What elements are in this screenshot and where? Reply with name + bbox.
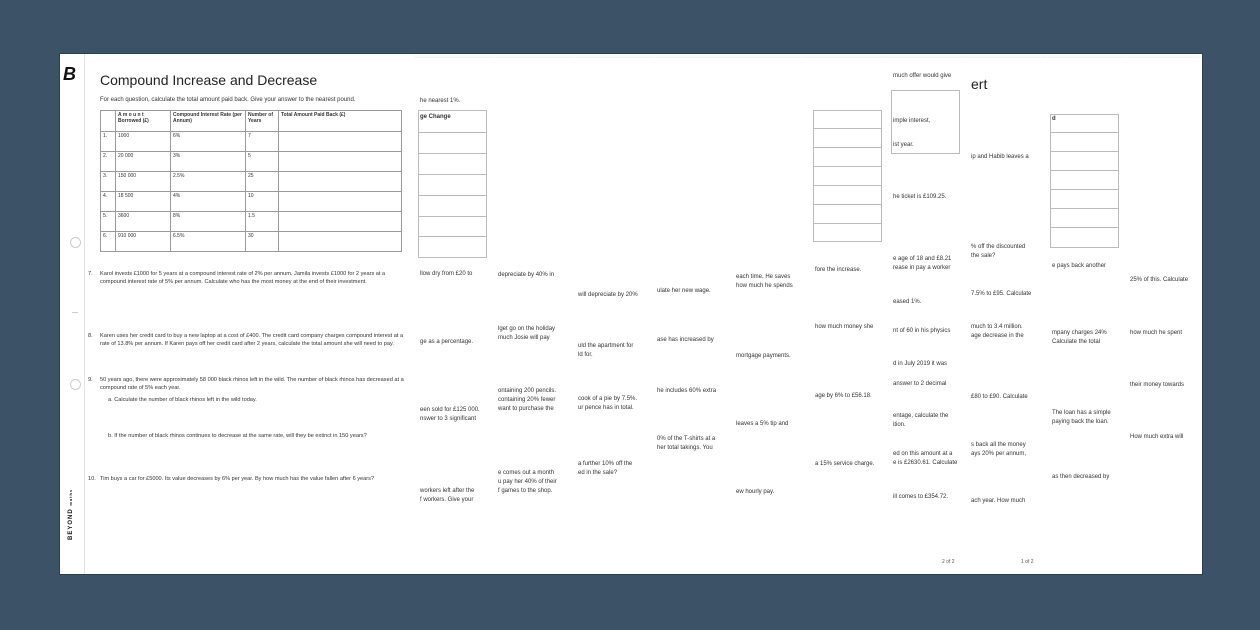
strip-text: ill comes to £354.72. [893,494,949,500]
answer-cell[interactable] [279,152,402,172]
strip-text: he ticket is £109.25. [893,194,947,200]
strip-text: ed in the sale? [578,470,618,476]
table-cell: 3% [171,152,246,172]
answer-cell[interactable] [279,212,402,232]
page-number: 2 of 2 [942,559,955,565]
table-row [101,132,402,152]
strip-text: ed on this amount at a [893,451,953,457]
strip-text: much Josie will pay [498,335,550,341]
strip-text: cook of a pie by 7.5%. [578,396,638,402]
strip-text: eased 1%. [893,299,922,305]
strip-text: much to 3.4 million. [971,324,1023,330]
page-strip [964,58,1047,574]
strip-text: nt of 60 in his physics [893,328,951,334]
strip-text: How much extra will [1130,434,1184,440]
strip-text: how much he spends [736,283,793,289]
strip-text: age decrease in the [971,333,1024,339]
instructions: For each question, calculate the total amount paid back. Give your answer to the nearest pound. [100,97,356,103]
page-number: 1 of 2 [1021,559,1034,565]
page-strip [729,58,810,574]
fold-mark [72,312,78,313]
strip-text: ist year. [893,142,914,148]
strip-text: entage, calculate the [893,413,949,419]
strip-text: workers left after the [420,488,475,494]
strip-text: mortgage payments. [736,353,791,359]
strip-text: the sale? [971,253,996,259]
table-row [101,232,402,252]
strip-text: will depreciate by 20% [578,292,638,298]
table-cell: 2.5% [171,172,246,192]
strip-text: how much he spent [1130,330,1183,336]
worksheet-preview [60,54,1202,574]
table-row [101,152,402,172]
table-cell: 1000 [116,132,171,152]
page-strip [808,58,888,574]
page-strip [1123,58,1202,574]
strip-text: each time. He saves [736,274,791,280]
strip-text: depreciate by 40% in [498,272,555,278]
strip-text: how much money she [815,324,874,330]
strip-header: ge Change [420,114,451,120]
answer-cell[interactable] [279,232,402,252]
table-cell: 1. [101,132,116,152]
strip-text: 0% of the T-shirts at a [657,436,716,442]
page-strip [491,58,573,574]
strip-text: llow dry from £20 to [420,271,473,277]
brand-logo: B [63,64,76,84]
strip-text: ontaining 200 pencils. [498,388,557,394]
question-7: 7. Karol invests £1000 for 5 years at a compound interest rate of 2% per annum. Jamila invests £1000 for 2 years at a compound interest rate of 5% per annum. Calculate who has the most money at the end of their investment. [88,271,386,285]
table-cell: 30 [246,232,279,252]
strip-text: as then decreased by [1052,474,1110,480]
strip-text: d in July 2019 it was [893,361,948,367]
strip-text: ur pence has in total. [578,405,634,411]
strip-text: ays 20% per annum, [971,451,1027,457]
page-strip [571,58,652,574]
table-cell: 18 500 [116,192,171,212]
table-cell: 1.5 [246,212,279,232]
strip-text: nswer to 3 significant [420,416,477,422]
worksheet-page [60,54,414,574]
strip-text: e pays back another [1052,263,1107,269]
table-cell: 10 [246,192,279,212]
table-header: Number of Years [246,111,279,132]
question-10: 10. Tim buys a car for £5000. Its value decreases by 6% per year. By how much has the value fallen after 6 years? [88,476,375,482]
strip-text: age by 6% to £56.18. [815,393,872,399]
strip-text: The loan has a simple [1052,410,1111,416]
table-header: A m o u n t Borrowed (£) [116,111,171,132]
table-cell: 20 000 [116,152,171,172]
table-cell: 8% [171,212,246,232]
strip-text: imple interest, [893,118,931,124]
strip-text: e is £2630.61. Calculate [893,460,958,466]
page-margin [60,54,85,574]
table-header: Total Amount Paid Back (£) [279,111,402,132]
table-cell: 5 [246,152,279,172]
page-strip: d e pays back another mpany charges 24% Calculate the total The loan has a simple paying back the loan. as then decreased by [1045,58,1125,574]
question-table [100,110,402,252]
strip-text: a 15% service charge. [815,461,875,467]
strip-text: fore the increase. [815,267,862,273]
table-cell: 150 000 [116,172,171,192]
strip-text: 7.5% to £95. Calculate [971,291,1032,297]
strip-text: f workers. Give your [420,497,474,503]
answer-cell[interactable] [279,132,402,152]
strip-text: u pay her 40% of their [498,479,557,485]
strip-text: % off the discounted [971,244,1026,250]
strip-text: their money towards [1130,382,1185,388]
page-strip [650,58,731,574]
strip-text: e age of 18 and £8.21 [893,256,952,262]
page-strip [886,58,966,574]
table-row [101,172,402,192]
page-title: Compound Increase and Decrease [100,72,318,88]
strip-text: he nearest 1%. [420,98,461,104]
page-strip [413,58,493,574]
question-9a: a. Calculate the number of black rhinos left in the wild today. [108,397,257,403]
table-row [101,212,402,232]
table-cell: 910 000 [116,232,171,252]
strip-text: a further 10% off the [578,461,633,467]
table-cell: 4. [101,192,116,212]
strip-text: uld the apartment for [578,343,634,349]
strip-text: ition. [893,422,906,428]
strip-text: paying back the loan. [1052,419,1109,425]
table-cell: 2. [101,152,116,172]
strip-text: £80 to £90. Calculate [971,394,1028,400]
strip-text: her total takings. You [657,445,713,451]
strip-text: Calculate the total [1052,339,1101,345]
table-cell: 6. [101,232,116,252]
strip-text: much offer would give [893,73,952,79]
table-header [101,111,116,132]
table-header-row [101,111,402,132]
question-9: 9. 50 years ago, there were approximately 58 000 black rhinos left in the wild. The number of black rhinos has decreased at a compound rate of 5% each year. [88,377,404,391]
table-header: Compound Interest Rate (per Annum) [171,111,246,132]
strip-text: he includes 60% extra [657,388,717,394]
strip-text: ip and Habib leaves a [971,154,1029,160]
table-cell: 6% [171,132,246,152]
strip-text: een sold for £125 000. [420,407,480,413]
strip-text: mpany charges 24% [1052,330,1107,336]
strip-text: rease in pay a worker [893,265,951,271]
strip-text: ase has increased by [657,337,714,343]
answer-cell[interactable] [279,172,402,192]
table-cell: 25 [246,172,279,192]
strip-text: ach year. How much [971,498,1026,504]
strip-text: leaves a 5% tip and [736,421,789,427]
strip-text: answer to 2 decimal [893,381,947,387]
table-cell: 3600 [116,212,171,232]
brand-vertical: BEYOND maths [68,488,74,540]
strip-text: f games to the shop. [498,488,553,494]
table-cell: 5. [101,212,116,232]
question-9b: b. If the number of black rhinos continues to decrease at the same rate, will they be extinct in 150 years? [108,433,367,439]
answer-cell[interactable] [279,192,402,212]
table-cell: 3. [101,172,116,192]
table-cell: 4% [171,192,246,212]
strip-text: want to purchase the [498,406,554,412]
strip-text: e comes out a month [498,470,555,476]
table-cell: 7 [246,132,279,152]
strip-text: lget go on the holiday [498,326,556,332]
punch-hole [70,379,81,390]
strip-text: ld for. [578,352,593,358]
table-cell: 6.5% [171,232,246,252]
punch-hole [70,237,81,248]
strip-text: ew hourly pay. [736,489,775,495]
strip-text: containing 20% fewer [498,397,556,403]
table-row [101,192,402,212]
strip-text: 25% of this. Calculate [1130,277,1189,283]
strip-text: ge as a percentage. [420,339,474,345]
strip-text: s back all the money [971,442,1026,448]
strip-text: ulate her new wage. [657,288,711,294]
strip-title-fragment: ert [971,76,988,92]
question-8: 8. Karen uses her credit card to buy a new laptop at a cost of £400. The credit card company charges compound interest at a rate of 13.8% per annum. If Karen pays off her credit card after 2 years, calculate the total amount she will need to pay. [88,333,404,347]
